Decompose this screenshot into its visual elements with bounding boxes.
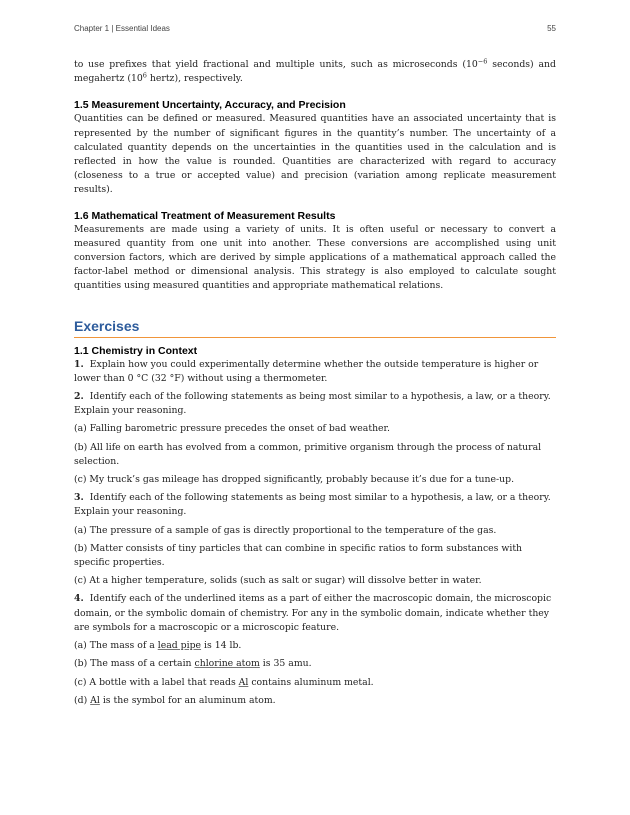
exercise-4-item-c-post: contains aluminum metal. [248, 676, 374, 688]
exercise-4-item-b-underlined: chlorine atom [194, 658, 260, 670]
intro-text-3: hertz), respectively. [146, 73, 243, 85]
exercise-4-item-d-pre: (d) [74, 694, 91, 706]
exercise-4-item-a [74, 639, 556, 653]
exercise-4-item-c [74, 676, 556, 690]
exercise-4-item-c-pre: (c) A bottle with a label that reads [74, 676, 239, 688]
exercise-3-text: Identify each of the following statements as being most similar to a hypothesis, a law, or a theory. Explain your reasoning. [74, 492, 551, 518]
exercise-2-item-a: (a) Falling barometric pressure precedes the onset of bad weather. [74, 423, 390, 435]
exercise-2-item-c: (c) My truck’s gas mileage has dropped significantly, probably because it’s due for a tune-up. [74, 474, 515, 486]
exercise-3-item-a: (a) The pressure of a sample of gas is directly proportional to the temperature of the gas. [74, 524, 497, 536]
intro-text-2: seconds) and megahertz (10 [74, 59, 556, 85]
intro-superscript-2: 6 [142, 71, 147, 80]
section-1-5-heading: 1.5 Measurement Uncertainty, Accuracy, and Precision [74, 99, 346, 112]
exercise-4-item-d-post: is the symbol for an aluminum atom. [99, 694, 276, 706]
exercise-3-item-b: (b) Matter consists of tiny particles that can combine in specific ratios to form substances with specific properties. [74, 542, 523, 569]
chapter-title: Chapter 1 | Essential Ideas [74, 24, 170, 33]
intro-paragraph [74, 58, 556, 86]
exercise-3-number: 3. [74, 492, 84, 504]
exercise-4 [74, 592, 556, 635]
exercise-4-item-b-post: is 35 amu. [259, 658, 312, 670]
section-1-6-heading: 1.6 Mathematical Treatment of Measurement Results [74, 209, 336, 222]
exercise-4-item-d-underlined: Al [90, 694, 100, 706]
exercise-4-item-a-pre: (a) The mass of a [74, 640, 158, 652]
exercise-4-item-c-underlined: Al [238, 676, 249, 688]
section-1-5-body: Quantities can be defined or measured. Measured quantities have an associated uncertainty that is represented by the number of significant figures in the quantity’s number. The uncertainty of a calculated quantity depends on the uncertainties in the quantities used in the calculation and is reflected in how the value is rounded. Quantities are characterized with regard to accuracy (closeness to a true or accepted value) and precision (variation among replicate measurement results). [74, 113, 556, 196]
exercise-4-item-a-underlined: lead pipe [157, 640, 202, 652]
exercise-2 [74, 390, 556, 418]
exercise-1 [74, 358, 556, 386]
exercise-2-text: Identify each of the following statements as being most similar to a hypothesis, a law, or a theory. Explain your reasoning. [74, 391, 551, 417]
page-header [74, 24, 556, 36]
exercise-4-item-a-post: is 14 lb. [201, 640, 242, 652]
exercises-subsection-heading: 1.1 Chemistry in Context [74, 344, 198, 357]
exercise-1-number: 1. [74, 358, 84, 370]
page-number: 55 [547, 24, 556, 33]
exercise-2-number: 2. [74, 391, 84, 403]
exercise-3-item-c: (c) At a higher temperature, solids (such as salt or sugar) will dissolve better in water. [74, 575, 482, 587]
exercise-1-text: Explain how you could experimentally determine whether the outside temperature is higher or lower than 0 °C (32 °F) without using a thermometer. [74, 358, 539, 384]
exercise-4-number: 4. [74, 593, 84, 605]
page-content [74, 58, 556, 708]
intro-superscript-1: −6 [477, 57, 488, 66]
exercise-4-text: Identify each of the underlined items as a part of either the macroscopic domain, the microscopic domain, or the symbolic domain of chemistry. For any in the symbolic domain, indicate whether they are symbols for a macroscopic or a microscopic feature. [74, 593, 552, 633]
exercise-4-item-b [74, 657, 556, 671]
intro-text-1: to use prefixes that yield fractional and multiple units, such as microseconds (10 [74, 59, 478, 70]
exercise-3 [74, 491, 556, 519]
section-1-6-body: Measurements are made using a variety of units. It is often useful or necessary to convert a measured quantity from one unit into another. These conversions are accomplished using unit conversion factors, which are derived by simple applications of a mathematical approach called the factor-label method or dimensional analysis. This strategy is also employed to calculate sought quantities using measured quantities and appropriate mathematical relations. [74, 223, 556, 292]
exercises-heading: Exercises [74, 318, 556, 338]
exercise-4-item-b-pre: (b) The mass of a certain [74, 658, 195, 670]
exercise-4-item-d [74, 694, 556, 708]
exercise-2-item-b: (b) All life on earth has evolved from a common, primitive organism through the process of natural selection. [74, 441, 542, 467]
